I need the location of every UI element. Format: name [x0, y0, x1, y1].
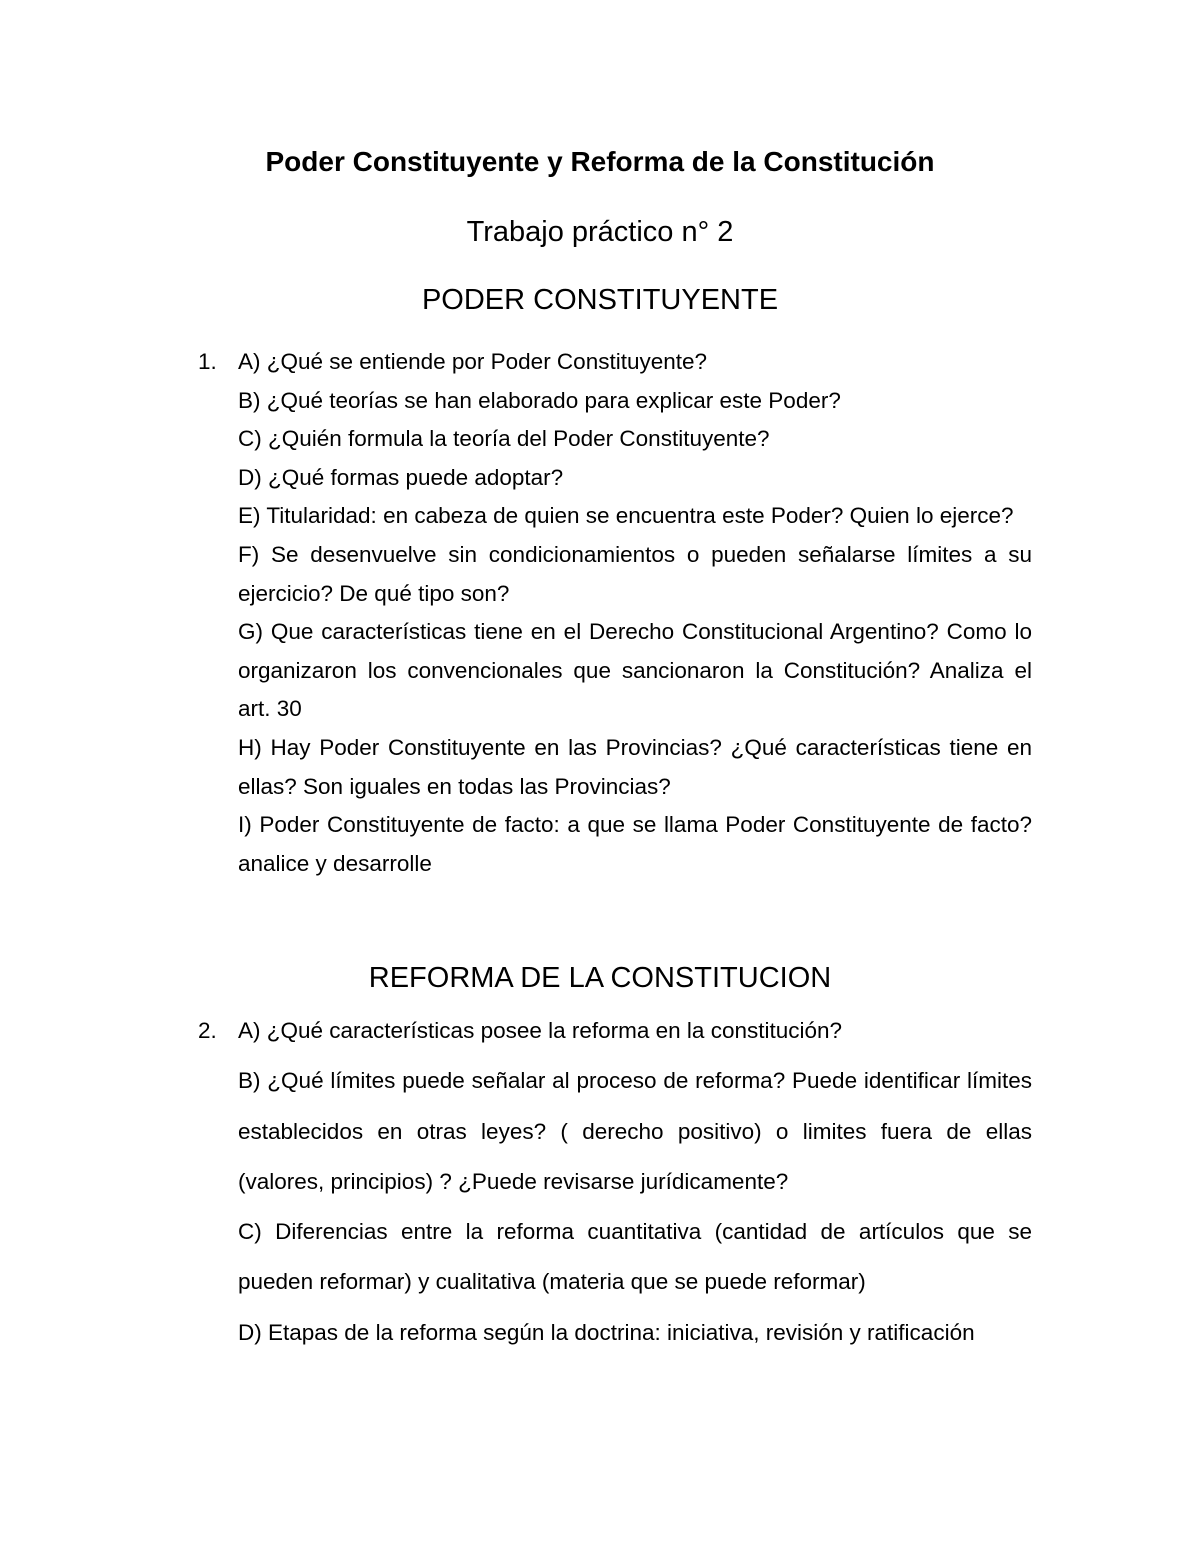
question-list-reforma [198, 1006, 1032, 1358]
question-item: A) ¿Qué se entiende por Poder Constituyente? [238, 349, 708, 374]
question-item: E) Titularidad: en cabeza de quien se encuentra este Poder? Quien lo ejerce? [238, 503, 1014, 529]
question-item: B) ¿Qué teorías se han elaborado para explicar este Poder? [238, 387, 841, 413]
question-number: 2. [198, 1018, 217, 1043]
question-item: A) ¿Qué características posee la reforma en la constitución? [238, 1018, 843, 1043]
question-item: I) Poder Constituyente de facto: a que se llama Poder Constituyente de facto? analice y desarrolle [238, 812, 1032, 876]
document-subtitle: Trabajo práctico n° 2 [466, 216, 734, 248]
question-item: G) Que características tiene en el Derecho Constitucional Argentino? Como lo organizaron los convencionales que sancionaron la Constitución? Analiza el art. 30 [238, 619, 1032, 722]
question-list-poder-constituyente [198, 343, 1032, 883]
section-heading-poder-constituyente: PODER CONSTITUYENTE [421, 284, 779, 316]
question-item: H) Hay Poder Constituyente en las Provincias? ¿Qué características tiene en ellas? Son iguales en todas las Provincias? [238, 734, 1032, 799]
question-item: D) ¿Qué formas puede adoptar? [238, 464, 564, 490]
question-item: B) ¿Qué límites puede señalar al proceso de reforma? Puede identificar límites establecidos en otras leyes? ( derecho positivo) o limites fuera de ellas (valores, principios) ? ¿Puede revisarse jurídicamente? [238, 1068, 1032, 1194]
question-item: F) Se desenvuelve sin condicionamientos o pueden señalarse límites a su ejercicio? De qué tipo son? [238, 541, 1032, 606]
document-title: Poder Constituyente y Reforma de la Constitución [265, 146, 935, 177]
section-heading-reforma: REFORMA DE LA CONSTITUCION [368, 962, 832, 994]
question-item: C) ¿Quién formula la teoría del Poder Constituyente? [238, 426, 770, 452]
question-item: C) Diferencias entre la reforma cuantitativa (cantidad de artículos que se pueden reformar) y cualitativa (materia que se puede reformar) [238, 1219, 1032, 1295]
question-number: 1. [198, 349, 217, 374]
question-item: D) Etapas de la reforma según la doctrina: iniciativa, revisión y ratificación [238, 1319, 975, 1345]
